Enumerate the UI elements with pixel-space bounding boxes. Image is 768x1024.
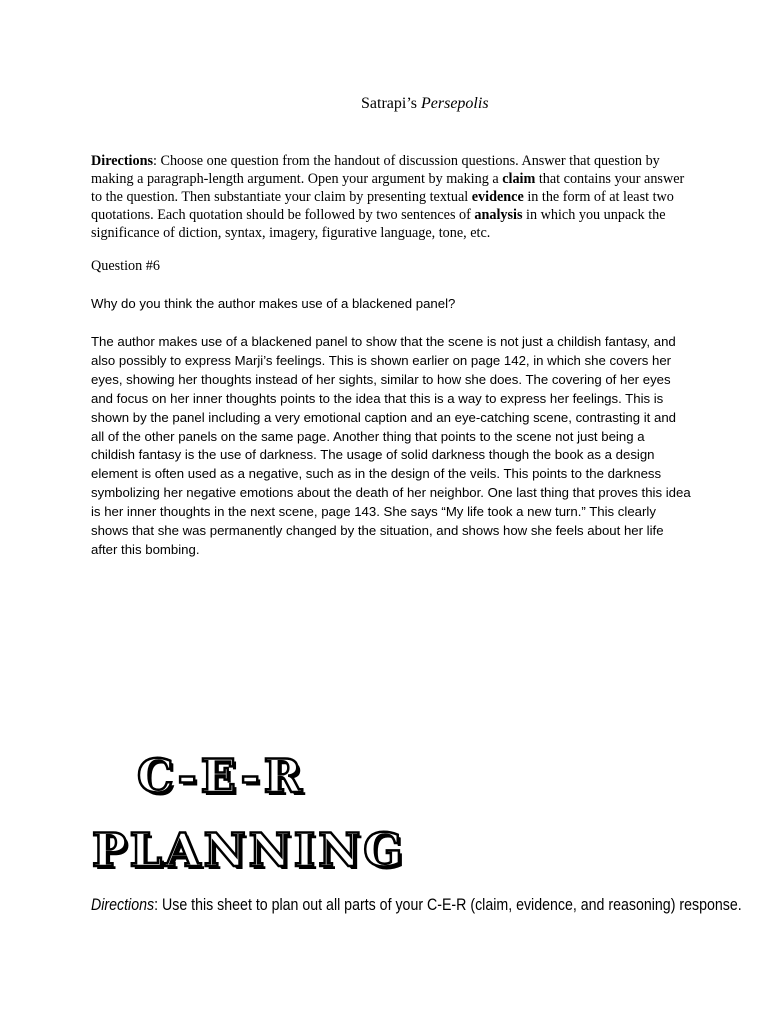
- cer-heading-line1: C-E-R: [137, 749, 306, 803]
- title-author: Satrapi’s: [361, 95, 421, 112]
- planning-directions-text: : Use this sheet to plan out all parts of your C-E-R (claim, evidence, and reasoning) response.: [154, 896, 742, 914]
- page-title: [0, 94, 768, 114]
- evidence-term: evidence: [471, 189, 524, 205]
- claim-term: claim: [502, 171, 536, 187]
- directions-text-3: in the form of at least two quotations. Each quotation should be followed by two sentences of: [91, 189, 674, 223]
- directions-text-4: in which you unpack the significance of diction, syntax, imagery, figurative language, tone, etc.: [91, 207, 666, 241]
- planning-directions-label: Directions: [91, 896, 155, 914]
- planning-directions: [91, 895, 742, 915]
- directions-text-1: : Choose one question from the handout of discussion questions. Answer that question by making a paragraph-length argument. Open your argument by making a: [91, 153, 660, 187]
- directions-label: Directions: [91, 153, 153, 169]
- cer-heading-line2: PLANNING: [92, 823, 406, 877]
- analysis-term: analysis: [474, 207, 523, 223]
- question-number: Question #6: [91, 258, 160, 274]
- title-book: Persepolis: [421, 95, 489, 112]
- directions-paragraph: [91, 152, 691, 242]
- response-paragraph: The author makes use of a blackened panel to show that the scene is not just a childish fantasy, and also possibly to express Marji’s feelings. This is shown earlier on page 142, in which she covers her eyes, showing her thoughts instead of her sights, similar to how she does. The covering of her eyes and focus on her inner thoughts points to the idea that this is a way to express her feelings. This is shown by the panel including a very emotional caption and an eye-catching scene, contrasting it and all of the other panels on the same page. Another thing that points to the scene not just being a childish fantasy is the use of darkness. The usage of solid darkness though the book as a design element is often used as a negative, such as in the design of the veils. This points to the darkness symbolizing her negative emotions about the death of her neighbor. One last thing that proves this idea is her inner thoughts in the next scene, page 143. She says “My life took a new turn.” This clearly shows that she was permanently changed by the situation, and shows how she feels about her life after this bombing.: [91, 334, 691, 557]
- directions-text-2: that contains your answer to the question. Then substantiate your claim by presenting textual: [91, 171, 685, 205]
- question-text: Why do you think the author makes use of a blackened panel?: [91, 296, 456, 311]
